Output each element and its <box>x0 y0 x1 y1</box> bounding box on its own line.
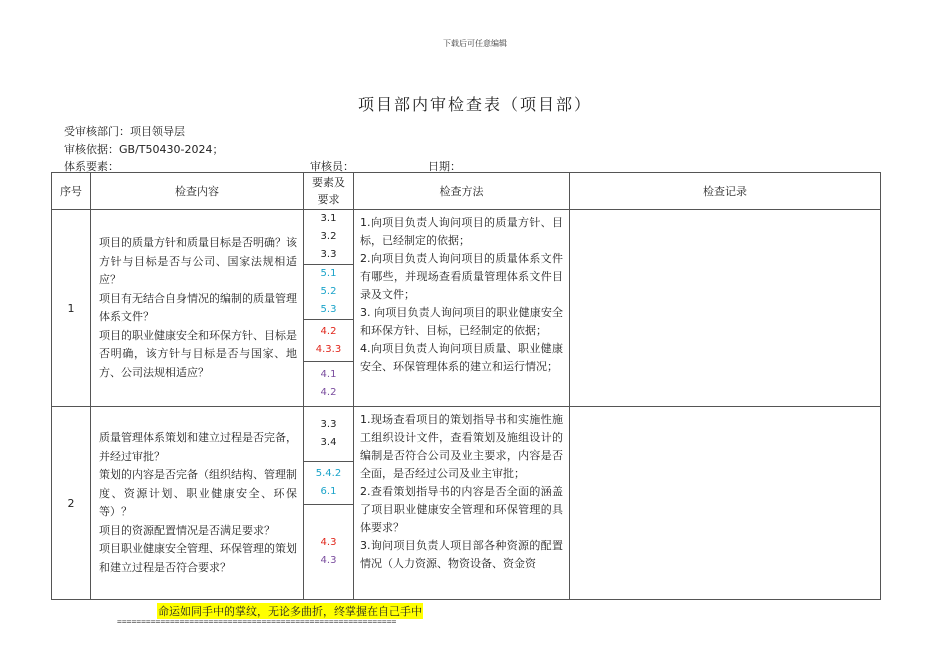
element-code: 3.3 <box>320 419 337 430</box>
row-seq: 2 <box>52 407 91 600</box>
element-code: 6.1 <box>320 486 337 497</box>
header-method: 检查方法 <box>354 173 570 210</box>
element-code: 5.1 <box>320 268 337 279</box>
element-code: 4.3.3 <box>315 343 342 355</box>
table-row <box>52 210 881 407</box>
audit-checklist-table <box>51 172 881 600</box>
row-elements <box>304 407 354 600</box>
footer-divider: ========================================================== <box>117 617 397 626</box>
element-code: 3.2 <box>320 231 337 242</box>
element-code: 4.2 <box>320 325 337 337</box>
element-code: 4.1 <box>320 369 337 380</box>
header-content: 检查内容 <box>91 173 304 210</box>
header-seq: 序号 <box>52 173 91 210</box>
header-record: 检查记录 <box>570 173 881 210</box>
element-group <box>304 407 353 462</box>
row-seq: 1 <box>52 210 91 407</box>
element-code: 5.3 <box>320 304 337 315</box>
element-group <box>304 462 353 505</box>
table-header-row <box>52 173 881 210</box>
element-code: 3.3 <box>320 249 337 260</box>
document-title: 项目部内审检查表（项目部） <box>357 95 592 114</box>
row-elements <box>304 210 354 407</box>
element-code: 5.2 <box>320 286 337 297</box>
row-record <box>570 407 881 600</box>
element-group <box>304 505 353 599</box>
element-group <box>304 210 353 265</box>
table-row <box>52 407 881 600</box>
audit-basis: 审核依据：GB/T50430-2024； <box>64 143 224 156</box>
element-group <box>304 362 353 406</box>
header-elements: 要素及要求 <box>304 173 354 210</box>
row-content: 质量管理体系策划和建立过程是否完备，并经过审批？ 策划的内容是否完备（组织结构、管理制度、资源计划、职业健康安全、环保等）？ 项目的资源配置情况是否满足要求？ 项目职业健康安全管理、环保管理的策划和建立过程是否符合要求？ <box>91 407 304 600</box>
element-code: 3.1 <box>320 213 337 224</box>
date-label: 日期： <box>428 160 461 173</box>
element-code: 5.4.2 <box>315 468 342 479</box>
element-group <box>304 265 353 320</box>
row-method: 1.现场查看项目的策划指导书和实施性施工组织设计文件，查看策划及施组设计的编制是否符合公司及业主要求，内容是否全面，是否经过公司及业主审批； 2.查看策划指导书的内容是否全面的涵盖了项目职业健康安全管理和环保管理的具体要求？ 3.询问项目负责人项目部各种资源的配置情况（人力资源、物资设备、资金资 <box>354 407 570 600</box>
audited-department: 受审核部门：项目领导层 <box>64 125 185 138</box>
element-code: 3.4 <box>320 437 337 448</box>
auditor-label: 审核员： <box>310 160 354 173</box>
row-method: 1.向项目负责人询问项目的质量方针、目标，已经制定的依据； 2.向项目负责人询问项目的质量体系文件有哪些，并现场查看质量管理体系文件目录及文件； 3. 向项目负责人询问项目的职业健康安全和环保方针、目标，已经制定的依据； 4.向项目负责人询问项目质量、职业健康安全、环保管理体系的建立和运行情况； <box>354 210 570 407</box>
element-code: 4.2 <box>320 387 337 398</box>
element-code: 4.3 <box>320 555 337 566</box>
system-elements-label: 体系要素： <box>64 160 119 173</box>
element-code: 4.3 <box>320 537 337 548</box>
header-note: 下载后可任意编辑 <box>443 39 507 48</box>
row-content: 项目的质量方针和质量目标是否明确？该方针与目标是否与公司、国家法规相适应？ 项目有无结合自身情况的编制的质量管理体系文件？ 项目的职业健康安全和环保方针、目标是否明确，该方针与目标是否与国家、地方、公司法规相适应？ <box>91 210 304 407</box>
row-record <box>570 210 881 407</box>
element-group <box>304 320 353 362</box>
footer-quote: 命运如同手中的掌纹，无论多曲折，终掌握在自己手中 <box>158 605 422 618</box>
